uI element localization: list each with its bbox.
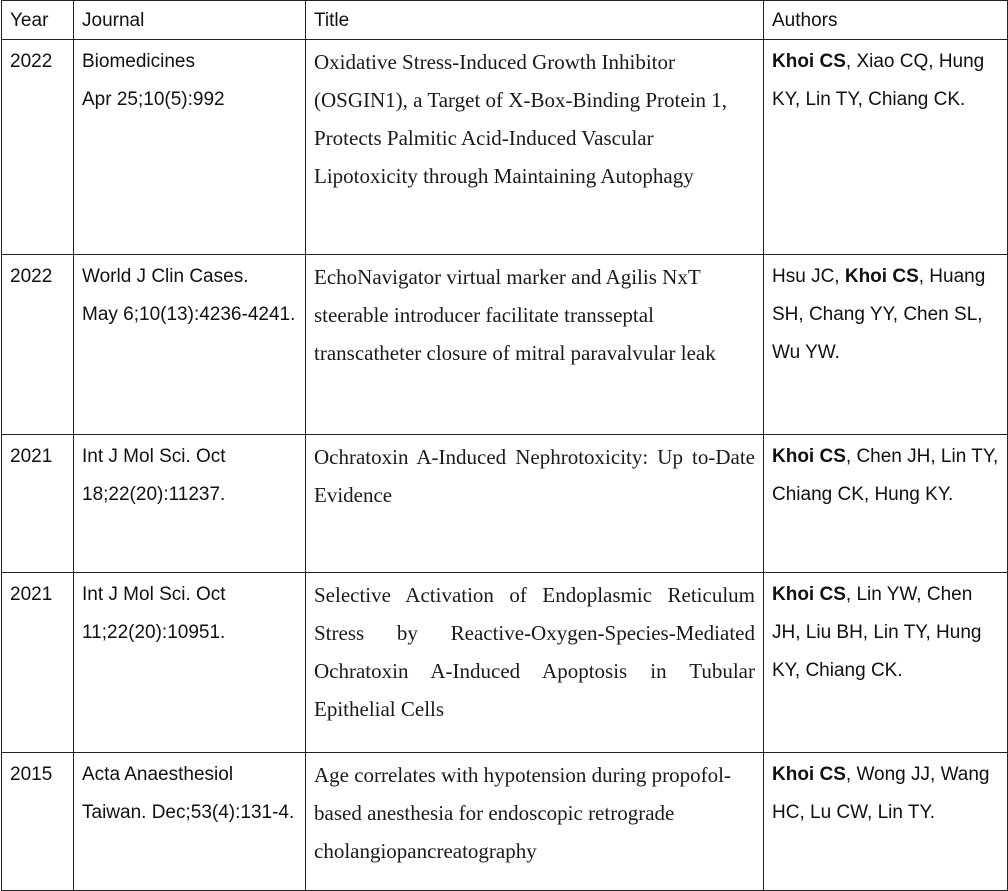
journal-cell (74, 255, 306, 435)
authors-cell (764, 435, 1008, 573)
highlighted-author: Khoi CS (844, 266, 919, 287)
journal-citation: May 6;10(13):4236-4241. (82, 304, 296, 325)
authors-after: , Wong JJ, Wang HC, Lu CW, Lin TY. (772, 764, 990, 823)
journal-name: Int J Mol Sci. Oct (82, 446, 226, 467)
journal-cell (74, 40, 306, 255)
title-cell: Selective Activation of Endoplasmic Reticulum Stress by Reactive-Oxygen-Species-Mediated Ochratoxin A-Induced Apoptosis in Tubular Epithelial Cells (306, 573, 764, 753)
authors-after: , Xiao CQ, Hung KY, Lin TY, Chiang CK. (772, 51, 985, 110)
title-cell: Age correlates with hypotension during propofol-based anesthesia for endoscopic retrograde cholangiopancreatography (306, 753, 764, 891)
highlighted-author: Khoi CS (772, 51, 846, 72)
authors-after: , Huang SH, Chang YY, Chen SL, Wu YW. (772, 266, 986, 363)
authors-after: , Chen JH, Lin TY, Chiang CK, Hung KY. (772, 446, 999, 505)
header-year: Year (2, 1, 74, 40)
authors-before: Hsu JC, (772, 266, 845, 287)
authors-after: , Lin YW, Chen JH, Liu BH, Lin TY, Hung KY, Chiang CK. (772, 584, 982, 681)
table-row (2, 255, 1008, 435)
header-authors: Authors (764, 1, 1008, 40)
table-row (2, 435, 1008, 573)
authors-cell (764, 40, 1008, 255)
header-row (2, 1, 1008, 40)
table-row (2, 40, 1008, 255)
title-cell: EchoNavigator virtual marker and Agilis NxT steerable introducer facilitate transseptal transcatheter closure of mitral paravalvular leak (306, 255, 764, 435)
title-cell: Oxidative Stress-Induced Growth Inhibitor (OSGIN1), a Target of X-Box-Binding Protein 1, Protects Palmitic Acid-Induced Vascular Lipotoxicity through Maintaining Autophagy (306, 40, 764, 255)
journal-cell (74, 573, 306, 753)
journal-citation: 18;22(20):11237. (82, 484, 226, 505)
journal-citation: Taiwan. Dec;53(4):131-4. (82, 802, 295, 823)
journal-name: World J Clin Cases. (82, 266, 249, 287)
highlighted-author: Khoi CS (772, 764, 846, 785)
table-row (2, 753, 1008, 891)
highlighted-author: Khoi CS (772, 584, 846, 605)
journal-citation: Apr 25;10(5):992 (82, 89, 225, 110)
journal-citation: 11;22(20):10951. (82, 622, 226, 643)
header-journal: Journal (74, 1, 306, 40)
authors-cell (764, 573, 1008, 753)
journal-name: Acta Anaesthesiol (82, 764, 234, 785)
journal-cell (74, 435, 306, 573)
publications-table (1, 0, 1008, 891)
year-cell: 2021 (2, 573, 74, 753)
year-cell: 2021 (2, 435, 74, 573)
journal-cell (74, 753, 306, 891)
authors-cell (764, 753, 1008, 891)
table-row (2, 573, 1008, 753)
year-cell: 2022 (2, 255, 74, 435)
authors-cell (764, 255, 1008, 435)
title-cell: Ochratoxin A-Induced Nephrotoxicity: Up to-Date Evidence (306, 435, 764, 573)
journal-name: Int J Mol Sci. Oct (82, 584, 226, 605)
journal-name: Biomedicines (82, 51, 195, 72)
highlighted-author: Khoi CS (772, 446, 846, 467)
year-cell: 2022 (2, 40, 74, 255)
year-cell: 2015 (2, 753, 74, 891)
header-title: Title (306, 1, 764, 40)
